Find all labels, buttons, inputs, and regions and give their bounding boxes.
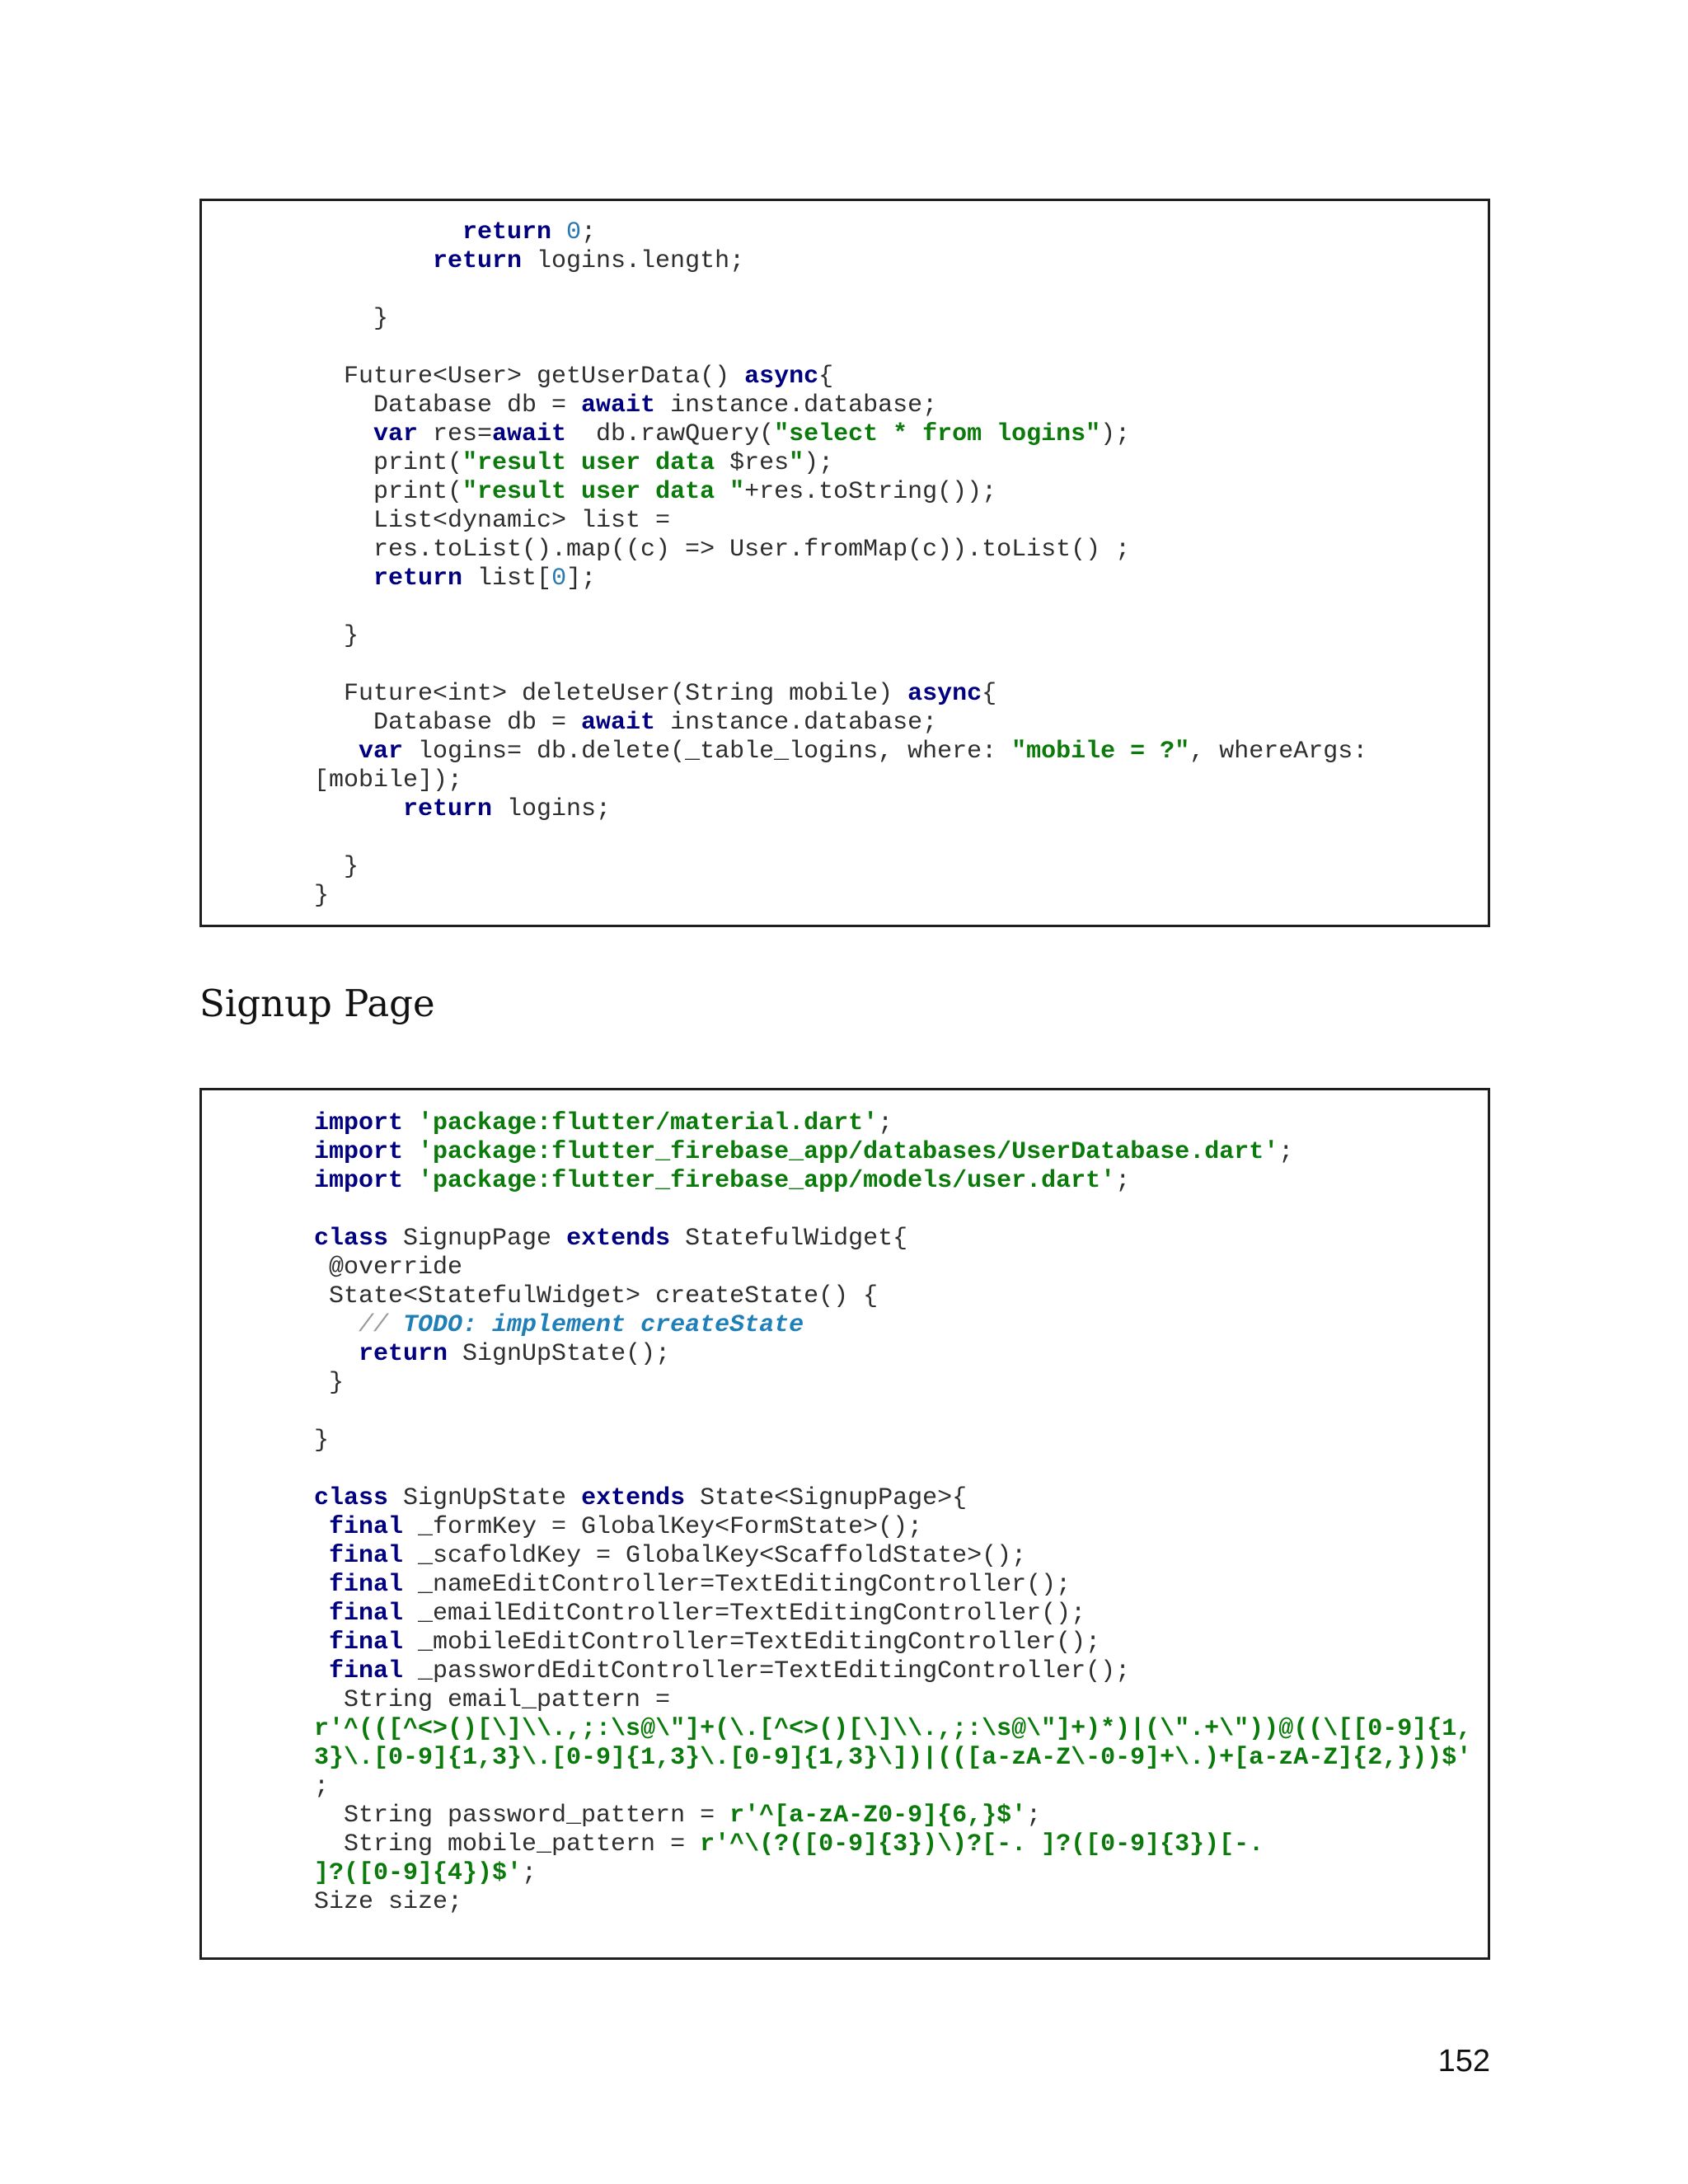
code-token: instance.database;: [655, 391, 938, 419]
code-line: [373, 478, 996, 507]
code-token: _formKey = GlobalKey<FormState>();: [403, 1513, 923, 1541]
code-token: _mobileEditController=TextEditingController();: [403, 1629, 1101, 1657]
code-token: await: [581, 709, 656, 737]
code-line: [359, 1340, 670, 1369]
code-line: [329, 1282, 878, 1311]
code-token: SignUpState();: [448, 1340, 671, 1368]
code-token: [mobile]);: [314, 766, 463, 794]
code-token: Database db =: [373, 709, 582, 737]
code-token: final: [329, 1542, 404, 1570]
code-token: 3}\.[0-9]{1,3}\.[0-9]{1,3}\.[0-9]{1,3}\])|(([a-zA-Z\-0-9]+\.)+[a-zA-Z]{2,}))$': [314, 1744, 1472, 1772]
code-block-2: [199, 1088, 1490, 1960]
code-line: [314, 1138, 1293, 1167]
code-token: r'^[a-zA-Z0-9]{6,}$': [729, 1802, 1027, 1830]
code-token: r'^(([^<>()[\]\\.,;:\s@\"]+(\.[^<>()[\]\\.,;:\s@\"]+)*)|(\".+\"))@((\[[0-9]{1,: [314, 1715, 1472, 1743]
code-token: }: [344, 853, 359, 881]
code-token: 'package:flutter_firebase_app/models/user.dart': [418, 1167, 1116, 1195]
code-line: [314, 1427, 329, 1455]
code-line: [314, 1109, 893, 1138]
code-token: ;: [878, 1109, 893, 1137]
code-line: [373, 449, 833, 478]
code-block-1: [199, 199, 1490, 927]
code-token: _passwordEditController=TextEditingController();: [403, 1657, 1131, 1685]
code-token: class: [314, 1484, 389, 1512]
code-line: [344, 738, 1367, 766]
code-line: [314, 1715, 1471, 1744]
code-token: State<SignupPage>{: [685, 1484, 968, 1512]
code-line: [329, 1254, 462, 1282]
code-token: SignUpState: [388, 1484, 582, 1512]
code-token: _scafoldKey = GlobalKey<ScaffoldState>();: [403, 1542, 1027, 1570]
code-token: async: [907, 680, 982, 708]
code-token: res=: [418, 420, 493, 448]
code-token: ;: [1026, 1802, 1042, 1830]
code-token: var: [373, 420, 419, 448]
code-token: return: [359, 1340, 448, 1368]
code-line: [344, 1802, 1041, 1830]
code-token: final: [329, 1513, 404, 1541]
code-line: [344, 1686, 670, 1715]
code-token: final: [329, 1629, 404, 1657]
code-token: var: [359, 738, 404, 766]
code-line: [344, 853, 359, 882]
code-token: {: [982, 680, 997, 708]
code-line: [373, 420, 1130, 449]
code-token: return: [403, 795, 493, 823]
section-heading: Signup Page: [199, 982, 435, 1025]
code-line: [433, 247, 744, 276]
code-token: [344, 738, 359, 766]
code-line: [314, 882, 329, 911]
code-token: class: [314, 1225, 389, 1253]
code-token: [403, 1109, 418, 1137]
code-token: "result user data ": [462, 478, 745, 506]
code-token: +res.toString());: [744, 478, 997, 506]
code-token: ;: [1278, 1138, 1294, 1166]
code-line: [314, 1859, 537, 1888]
code-token: //: [359, 1311, 404, 1339]
code-token: return: [433, 247, 523, 275]
code-line: [373, 305, 388, 334]
code-token: "select * from logins": [774, 420, 1101, 448]
code-token: await: [581, 391, 656, 419]
code-line: [314, 1773, 329, 1802]
code-token: [403, 1138, 418, 1166]
code-line: [314, 1888, 462, 1917]
code-token: 0: [566, 218, 582, 246]
code-token: }: [329, 1369, 345, 1397]
code-token: async: [744, 363, 819, 391]
code-token: ;: [522, 1859, 537, 1887]
code-token: final: [329, 1571, 404, 1599]
code-token: TODO: implement createState: [403, 1311, 804, 1339]
code-line: [329, 1369, 344, 1398]
code-token: logins;: [492, 795, 612, 823]
code-token: StatefulWidget{: [670, 1225, 908, 1253]
code-line: [314, 1167, 1130, 1196]
code-token: ": [789, 449, 804, 477]
code-token: Future<User> getUserData(): [344, 363, 745, 391]
code-token: );: [1100, 420, 1131, 448]
code-line: [373, 507, 670, 536]
code-line: [329, 1629, 1100, 1657]
code-token: _emailEditController=TextEditingController();: [403, 1600, 1086, 1628]
code-token: [403, 1167, 418, 1195]
code-token: [551, 218, 566, 246]
code-token: State<StatefulWidget> createState() {: [329, 1282, 879, 1310]
code-line: [462, 218, 596, 247]
code-token: _nameEditController=TextEditingController();: [403, 1571, 1071, 1599]
code-line: [329, 1571, 1071, 1600]
code-token: ;: [1115, 1167, 1131, 1195]
code-line: [373, 391, 937, 420]
code-token: String mobile_pattern =: [344, 1830, 701, 1858]
code-token: await: [492, 420, 567, 448]
code-token: }: [314, 1427, 330, 1455]
code-token: final: [329, 1600, 404, 1628]
code-token: ;: [314, 1773, 330, 1801]
code-line: [344, 1830, 1264, 1859]
code-token: String email_pattern =: [344, 1686, 671, 1714]
code-token: );: [804, 449, 834, 477]
page-number: 152: [1437, 2044, 1490, 2079]
code-line: [373, 565, 596, 593]
code-token: 0: [551, 565, 567, 593]
code-line: [344, 622, 359, 651]
code-token: "mobile = ?": [1011, 738, 1190, 766]
code-token: Future<int> deleteUser(String mobile): [344, 680, 908, 708]
code-line: [373, 536, 1130, 565]
code-token: print(: [373, 449, 463, 477]
code-token: 'package:flutter_firebase_app/databases/UserDatabase.dart': [418, 1138, 1279, 1166]
code-token: import: [314, 1138, 404, 1166]
code-line: [403, 795, 611, 824]
code-token: List<dynamic> list =: [373, 507, 671, 535]
code-token: Size size;: [314, 1888, 463, 1916]
code-line: [329, 1513, 922, 1542]
code-token: Database db =: [373, 391, 582, 419]
code-token: extends: [581, 1484, 686, 1512]
code-token: db.rawQuery(: [566, 420, 775, 448]
code-token: }: [314, 882, 330, 910]
code-token: }: [344, 622, 359, 650]
code-token: print(: [373, 478, 463, 506]
code-token: }: [373, 305, 389, 333]
code-token: list[: [462, 565, 552, 593]
code-token: {: [818, 363, 834, 391]
code-token: "result user data: [462, 449, 730, 477]
code-token: 'package:flutter/material.dart': [418, 1109, 879, 1137]
code-token: import: [314, 1109, 404, 1137]
code-token: final: [329, 1657, 404, 1685]
code-token: ;: [581, 218, 597, 246]
code-token: ]?([0-9]{4})$': [314, 1859, 523, 1887]
code-token: ];: [566, 565, 597, 593]
code-token: @override: [329, 1254, 463, 1282]
code-token: return: [462, 218, 552, 246]
code-token: import: [314, 1167, 404, 1195]
code-token: r'^\(?([0-9]{3})\)?[-. ]?([0-9]{3})[-.: [700, 1830, 1264, 1858]
code-token: instance.database;: [655, 709, 938, 737]
code-line: [314, 766, 462, 795]
code-line: [314, 1484, 967, 1513]
code-token: , whereArgs:: [1189, 738, 1368, 766]
code-token: $res: [729, 449, 790, 477]
code-line: [329, 1542, 1026, 1571]
code-token: logins= db.delete(_table_logins, where:: [403, 738, 1012, 766]
code-token: res.toList().map((c) => User.fromMap(c)).toList() ;: [373, 536, 1131, 564]
code-line: [344, 680, 996, 709]
code-line: [314, 1225, 907, 1254]
code-line: [344, 363, 833, 391]
code-token: String password_pattern =: [344, 1802, 730, 1830]
code-line: [359, 1311, 804, 1340]
code-token: logins.length;: [522, 247, 745, 275]
code-line: [373, 709, 937, 738]
code-token: SignupPage: [388, 1225, 567, 1253]
code-token: return: [373, 565, 463, 593]
code-token: extends: [566, 1225, 671, 1253]
code-line: [329, 1657, 1130, 1686]
code-line: [329, 1600, 1085, 1629]
code-line: [314, 1744, 1471, 1773]
